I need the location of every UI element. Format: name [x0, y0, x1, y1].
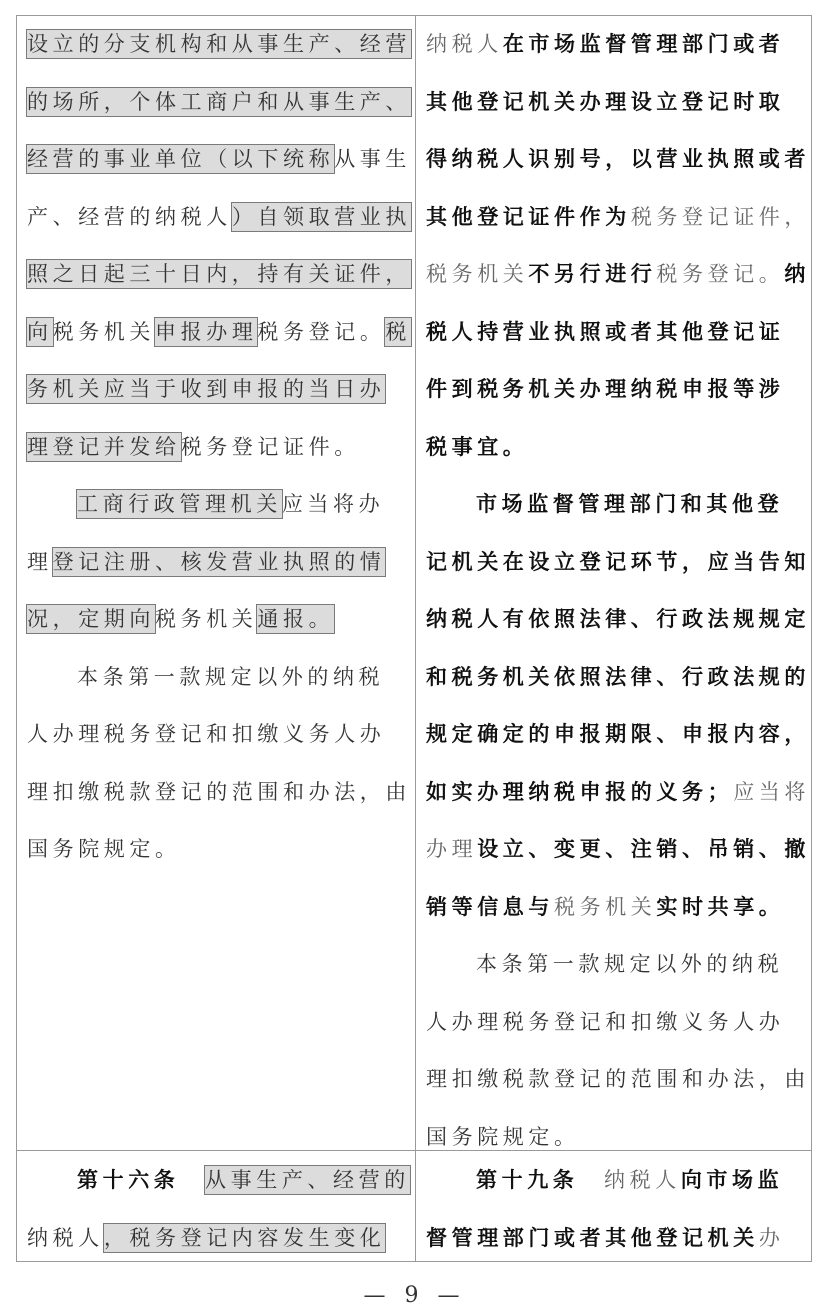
article-number: 第十六条	[77, 1168, 180, 1192]
highlighted-text: 登记注册、核发营业执照的情	[52, 549, 386, 574]
text-segment: 办	[758, 1225, 785, 1250]
highlighted-text: 况，定期向	[27, 607, 155, 631]
text-segment: 税务机关	[554, 894, 657, 919]
text-segment: 税务机关	[426, 262, 529, 286]
text-line	[426, 131, 810, 189]
text-line	[426, 1152, 804, 1210]
text-segment: 如实办理纳税申报的义务；	[426, 779, 734, 804]
text-segment: 在市场监督管理部门或者	[502, 32, 785, 56]
text-line	[27, 419, 405, 477]
text-line	[426, 821, 811, 879]
text-line	[27, 476, 405, 534]
text-line	[27, 1152, 410, 1210]
text-segment: 理扣缴税款登记的范围和办法，由	[27, 779, 411, 804]
text-segment	[578, 1168, 604, 1192]
text-segment: 不另行进行	[528, 262, 657, 286]
column-divider	[415, 16, 416, 1261]
text-line	[426, 994, 804, 1052]
text-segment: 和税务机关依照法律、行政法规的	[426, 664, 810, 689]
text-segment: 国务院规定。	[426, 1124, 580, 1149]
text-segment: 纳税人	[27, 1225, 104, 1250]
text-line	[27, 16, 411, 74]
highlighted-text: 从事生产、经营的	[205, 1168, 410, 1192]
text-segment: 应当将	[733, 779, 811, 804]
text-line	[27, 131, 412, 189]
cell-original-text-article-16	[27, 1152, 410, 1267]
text-line	[426, 476, 804, 534]
text-segment: 国务院规定。	[27, 837, 181, 861]
text-segment: 税务登记。	[257, 319, 386, 344]
article-number: 第十九条	[476, 1168, 579, 1192]
text-segment: 纳税人	[426, 32, 503, 56]
text-segment: 税事宜。	[426, 434, 529, 459]
text-segment: 税人持营业执照或者其他登记证	[426, 319, 785, 344]
text-segment: 纳税人有依照法律、行政法规规定	[426, 607, 810, 631]
text-line	[426, 649, 810, 707]
text-line	[426, 1051, 810, 1109]
text-segment: 向市场监	[680, 1168, 784, 1192]
text-segment: 设立、变更、注销、吊销、撤	[477, 837, 811, 861]
highlighted-text: 通报。	[257, 607, 335, 631]
highlighted-text: ，税务登记内容发生变化	[103, 1225, 386, 1250]
text-line	[426, 304, 804, 362]
text-line	[27, 361, 405, 419]
text-line	[426, 879, 804, 937]
text-segment: 从事生	[334, 147, 412, 171]
text-line	[27, 821, 405, 879]
text-line	[426, 591, 810, 649]
text-segment: 应当将办	[281, 492, 385, 516]
text-line	[426, 189, 811, 247]
highlighted-text: 申报办理	[155, 319, 258, 344]
text-line	[27, 764, 411, 822]
text-segment	[179, 1168, 205, 1192]
text-line	[27, 246, 411, 304]
text-segment: 办理	[426, 837, 478, 861]
text-line	[426, 764, 811, 822]
text-line	[426, 706, 810, 764]
cell-original-text-top	[27, 16, 412, 879]
text-segment: 产、经营的纳税人	[27, 204, 232, 229]
text-segment: 纳	[784, 262, 811, 286]
comparison-table	[16, 15, 812, 1262]
cell-revised-text-top	[426, 16, 811, 1166]
highlighted-text: 工商行政管理机关	[77, 492, 282, 516]
text-segment: 人办理税务登记和扣缴义务人办	[27, 722, 386, 746]
text-line	[27, 591, 405, 649]
highlighted-text: 经营的事业单位（以下统称	[27, 147, 335, 171]
highlighted-text: 向	[27, 319, 53, 344]
text-line	[27, 706, 405, 764]
text-segment: 其他登记证件作为	[426, 204, 631, 229]
text-segment: 本条第一款规定以外的纳税	[476, 952, 784, 976]
cell-revised-text-article-19	[426, 1152, 804, 1267]
highlighted-text: 税	[385, 319, 412, 344]
text-segment: 规定确定的申报期限、申报内容，	[426, 722, 810, 746]
text-line	[426, 16, 804, 74]
text-segment: 市场监督管理部门和其他登	[476, 492, 784, 516]
text-line	[426, 74, 804, 132]
text-segment: 税务登记证件，	[630, 204, 811, 229]
highlighted-text: 的场所，个体工商户和从事生产、	[27, 89, 411, 114]
text-segment: 纳税人	[604, 1168, 681, 1192]
text-line	[426, 246, 811, 304]
highlighted-text: 务机关应当于收到申报的当日办	[27, 377, 386, 401]
text-line	[426, 361, 804, 419]
highlighted-text: 照之日起三十日内，持有关证件，	[27, 262, 411, 286]
text-line	[426, 419, 804, 477]
text-line	[27, 74, 411, 132]
highlighted-text: ）自领取营业执	[231, 204, 412, 229]
text-segment: 督管理部门或者其他登记机关	[426, 1225, 759, 1250]
text-line	[27, 534, 405, 592]
text-segment: 税务登记证件。	[180, 434, 360, 459]
highlighted-text: 设立的分支机构和从事生产、经营	[27, 32, 411, 56]
text-segment: 人办理税务登记和扣缴义务人办	[426, 1009, 785, 1034]
text-segment: 其他登记机关办理设立登记时取	[426, 89, 785, 114]
page-number: — 9 —	[363, 1283, 466, 1308]
text-segment: 实时共享。	[656, 894, 785, 919]
text-segment: 记机关在设立登记环节，应当告知	[426, 549, 810, 574]
highlighted-text: 理登记并发给	[27, 434, 181, 459]
text-segment: 税务机关	[155, 607, 258, 631]
text-segment: 销等信息与	[426, 894, 554, 919]
text-line	[27, 189, 412, 247]
text-segment: 得纳税人识别号，以营业执照或者	[426, 147, 810, 171]
text-segment: 本条第一款规定以外的纳税	[77, 664, 385, 689]
text-line	[27, 304, 412, 362]
text-segment: 件到税务机关办理纳税申报等涉	[426, 377, 785, 401]
text-segment: 税务机关	[52, 319, 156, 344]
text-line	[27, 649, 405, 707]
text-segment: 理	[27, 549, 53, 574]
text-line	[426, 534, 810, 592]
text-line	[27, 1210, 405, 1268]
text-line	[426, 1210, 804, 1268]
text-line	[426, 936, 804, 994]
text-segment: 理扣缴税款登记的范围和办法，由	[426, 1067, 810, 1091]
text-segment: 税务登记。	[656, 262, 785, 286]
